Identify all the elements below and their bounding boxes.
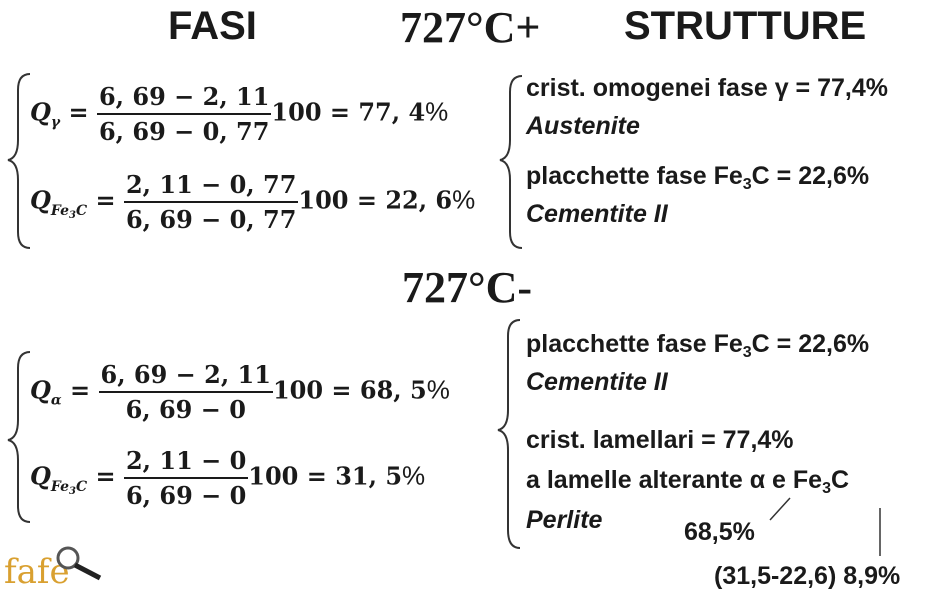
magnifier-icon (48, 542, 108, 582)
numerator: 6, 69 − 2, 11 (100, 360, 271, 389)
fraction (124, 170, 298, 234)
lhs-sub: Fe3C (50, 202, 88, 221)
percent-sign: % (452, 184, 476, 215)
multiplier: 100 = (271, 97, 350, 127)
percent-sign: % (425, 96, 449, 127)
equation-q-alpha: $Q_\alpha$ = $\frac{6, 69 - 2, 11}{6, 69 - 0}$ 100 = 68, 5% (30, 360, 450, 424)
brace-below-right (498, 320, 520, 548)
result: 31, 5 (335, 461, 403, 491)
numerator: 2, 11 − 0 (125, 446, 247, 475)
brace-above-right (500, 76, 522, 248)
lhs-sub: α (50, 392, 62, 409)
equation-q-fe3c-below: $Q_{Fe_3C}$ = $\frac{2, 11 - 0}{6, 69 - 0}$ 100 = 31, 5% (30, 446, 426, 510)
fafe-logo (4, 552, 70, 592)
lhs-sub: Fe3C (50, 478, 88, 497)
numerator: 2, 11 − 0, 77 (125, 170, 297, 199)
percent-sign: % (426, 374, 450, 405)
lhs-var: Q (30, 375, 51, 405)
pearlite-description-line1: crist. lamellari = 77,4% (526, 426, 794, 454)
temp-above-header: 727°C+ (400, 3, 541, 52)
multiplier: 100 = (298, 185, 377, 215)
secondary-cementite-note: (31,5-22,6) 8,9% (714, 562, 901, 590)
austenite-label: Austenite (526, 112, 640, 140)
pearlite-label: Perlite (526, 506, 603, 534)
denominator: 6, 69 − 0, 77 (98, 117, 270, 146)
lhs-var: Q (30, 185, 51, 215)
multiplier: 100 = (272, 375, 352, 405)
numerator: 6, 69 − 2, 11 (98, 82, 270, 111)
lhs-var: Q (30, 461, 51, 491)
cementite-above-description: placchette fase $Fe_3C = 22,6\%$ (526, 162, 870, 193)
logo-text: fafe (4, 552, 70, 592)
equation-q-gamma: $Q_\gamma$ = $\frac{6, 69 - 2, 11}{6, 69 - 0, 77}$ 100 = 77, 4% (30, 82, 449, 146)
multiplier: 100 = (248, 461, 327, 491)
denominator: 6, 69 − 0 (125, 395, 246, 424)
result: 22, 6 (385, 185, 453, 215)
result: 77, 4 (358, 97, 426, 127)
phases-header: FASI (168, 4, 257, 48)
fraction (97, 82, 271, 146)
pearlite-description-line2: a lamelle alterante α e $Fe_3C$ (526, 466, 850, 497)
denominator: 6, 69 − 0 (125, 481, 247, 510)
cementite-below-label: Cementite II (526, 368, 668, 396)
percent-sign: % (402, 460, 426, 491)
cementite-below-description: placchette fase $Fe_3C = 22,6\%$ (526, 330, 870, 361)
fraction (99, 360, 273, 424)
denominator: 6, 69 − 0, 77 (125, 205, 297, 234)
brace-above-left (8, 74, 30, 248)
pointer-line-alpha (770, 498, 790, 520)
brace-below-left (8, 352, 30, 522)
alpha-fraction-note: 68,5% (684, 518, 755, 546)
austenite-description: crist. omogenei fase γ = 77,4% (526, 74, 888, 102)
cementite-above-label: Cementite II (526, 200, 668, 228)
fraction (124, 446, 248, 510)
lhs-var: Q (30, 97, 51, 127)
temp-below-header: 727°C- (402, 263, 533, 312)
lhs-sub: γ (50, 114, 61, 131)
structures-header: STRUTTURE (624, 4, 867, 48)
result: 68, 5 (359, 375, 427, 405)
equation-q-fe3c-above: $Q_{Fe_3C}$ = $\frac{2, 11 - 0, 77}{6, 69 - 0, 77}$ 100 = 22, 6% (30, 170, 476, 234)
